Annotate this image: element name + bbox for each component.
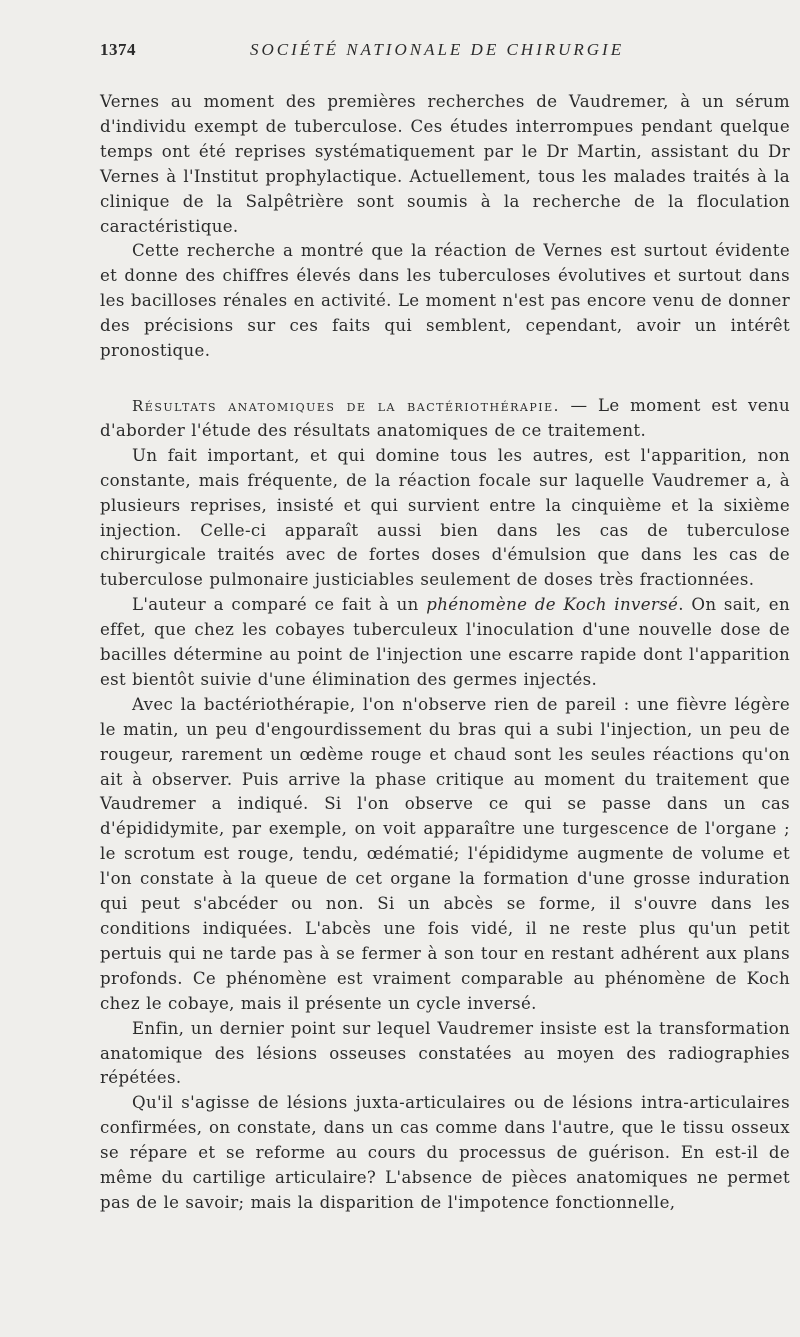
- paragraph: Qu'il s'agisse de lésions juxta-articulaires ou de lésions intra-articulaires confirmées, on constate, dans un cas comme dans l'autre, que le tissu osseux se répare et se reforme au cours du processus de guérison. En est-il de même du cartilige articulaire? L'absence de pièces anatomiques ne permet pas de le savoir; mais la disparition de l'impotence fonctionnelle,: [100, 1093, 790, 1212]
- paragraph-text: L'auteur a comparé ce fait à un: [132, 595, 427, 615]
- emphasis-term: phénomène de Koch inversé: [426, 595, 679, 615]
- paragraph: Enfin, un dernier point sur lequel Vaudremer insiste est la transformation anatomique des lésions osseuses constatées au moyen des radiographies répétées.: [100, 1018, 790, 1088]
- paragraph: Cette recherche a montré que la réaction de Vernes est surtout évidente et donne des chiffres élevés dans les tuberculoses évolutives et surtout dans les bacilloses rénales en activité. Le moment n'est pas encore venu de donner des précisions sur ces faits qui semblent, cependant, avoir un intérêt pronostique.: [100, 241, 790, 361]
- paragraph: Un fait important, et qui domine tous les autres, est l'apparition, non constante, mais fréquente, de la réaction focale sur laquelle Vaudremer a, à plusieurs reprises, insisté et qui survient entre la cinquième et la sixième injection. Celle-ci apparaît aussi bien dans les cas de tuberculose chirurgicale traités avec de fortes doses d'émulsion que dans les cas de tuberculose pulmonaire justiciables seulement de doses très fractionnées.: [100, 445, 790, 590]
- body-text: [100, 90, 790, 1216]
- section-intro-text: — Le moment est venu d'aborder l'étude des résultats anatomiques de ce traitement.: [100, 395, 790, 440]
- paragraph-text: . On sait, en effet, que chez les cobayes tuberculeux l'inoculation d'une nouvelle dose de bacilles détermine au point de l'injection une escarre rapide dont l'apparition est bientôt suivie d'une élimination des germes injectés.: [100, 595, 791, 689]
- section-heading: Résultats anatomiques de la bactériothérapie.: [132, 396, 560, 415]
- paragraph: Avec la bactériothérapie, l'on n'observe rien de pareil : une fièvre légère le matin, un peu d'engourdissement du bras qui a subi l'injection, un peu de rougeur, rarement un œdème rouge et chaud sont les seules réactions qu'on ait à observer. Puis arrive la phase critique au moment du traitement que Vaudremer a indiqué. Si l'on observe ce qui se passe dans un cas d'épididymite, par exemple, on voit apparaître une turgescence de l'organe ; le scrotum est rouge, tendu, œdématié; l'épididyme augmente de volume et l'on constate à la queue de cet organe la formation d'une grosse induration qui peut s'abcéder ou non. Si un abcès se forme, il s'ouvre dans les conditions indiquées. L'abcès une fois vidé, il ne reste plus qu'un petit pertuis qui ne tarde pas à se fermer à son tour en restant adhérent aux plans profonds. Ce phénomène est vraiment comparable au phénomène de Koch chez le cobaye, mais il présente un cycle inversé.: [100, 694, 790, 1013]
- page-header: [100, 40, 790, 70]
- page-number: 1374: [100, 40, 136, 59]
- section-paragraph: [100, 394, 790, 444]
- running-title: SOCIÉTÉ NATIONALE DE CHIRURGIE: [250, 40, 625, 59]
- paragraph: [100, 593, 790, 693]
- paragraph: Vernes au moment des premières recherches de Vaudremer, à un sérum d'individu exempt de tuberculose. Ces études interrompues pendant quelque temps ont été reprises systématiquement par le Dr Martin, assistant du Dr Vernes à l'Institut prophylactique. Actuellement, tous les malades traités à la clinique de la Salpêtrière sont soumis à la recherche de la floculation caractéristique.: [100, 92, 790, 236]
- document-page: [100, 40, 790, 1216]
